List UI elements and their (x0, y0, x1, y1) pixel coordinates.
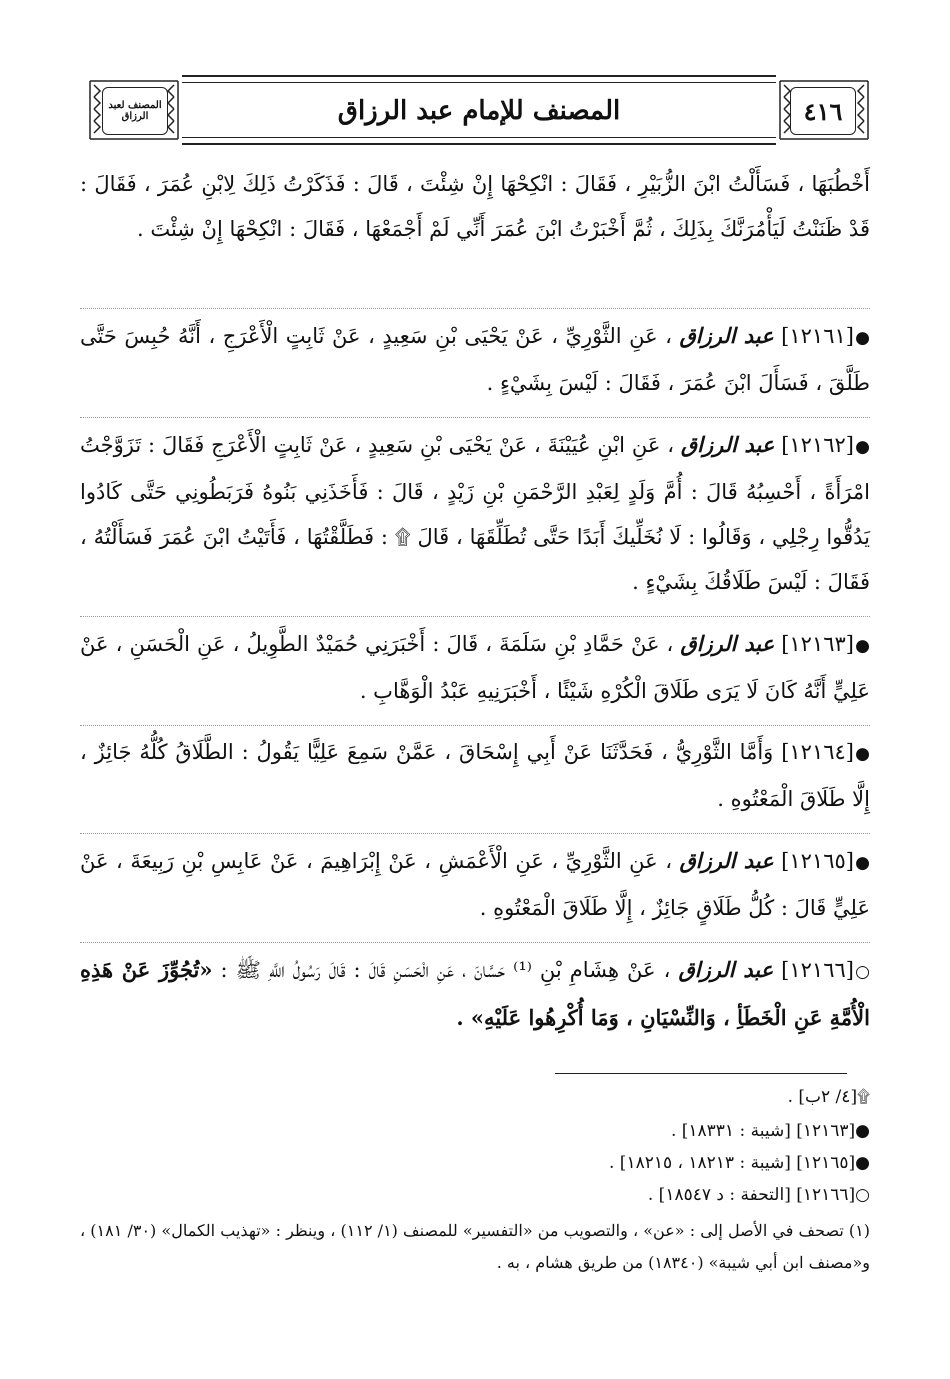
entry-narrator: عبد الرزاق (680, 432, 775, 457)
hadith-entry-12164 (80, 725, 870, 822)
entry-text: ، عَنِ الثَّوْرِيِّ ، عَنْ يَحْيَى بْنِ سَعِيدٍ ، عَنْ ثَابِتٍ الْأَعْرَجِ ، أَنَّهُ حُبِسَ حَتَّى طَلَّقَ ، فَسَأَلَ ابْنَ عُمَرَ ، فَقَالَ : لَيْسَ بِشَيْءٍ . (80, 324, 870, 395)
entry-text: وَأَمَّا الثَّوْرِيُّ ، فَحَدَّثَنَا عَنْ أَبِي إِسْحَاقَ ، عَمَّنْ سَمِعَ عَلِيًّا يَقُولُ : الطَّلَاقُ كُلُّهُ جَائِزٌ ، إِلَّا طَلَاقَ الْمَعْتُوهِ . (80, 740, 870, 811)
hadith-entry-12162 (80, 417, 870, 605)
entry-text: ، عَنِ الثَّوْرِيِّ ، عَنِ الْأَعْمَشِ ، عَنْ إِبْرَاهِيمَ ، عَنْ عَابِسِ بْنِ رَبِيعَةَ ، عَنْ عَلِيٍّ قَالَ : كُلُّ طَلَاقٍ جَائِزٌ ، إِلَّا طَلَاقَ الْمَعْتُوهِ . (80, 849, 870, 920)
entry-paragraph (80, 422, 870, 605)
running-title: المصنف للإمام عبد الرزاق (337, 96, 621, 126)
entry-marker: ● (855, 744, 870, 764)
entry-marker: ● (855, 853, 870, 873)
entry-marker: ● (855, 328, 870, 348)
folio-note: ۩[٤/ ٢ب] . (787, 1087, 870, 1107)
entry-text: ، عَنْ هِشَامِ بْنِ ⁽¹⁾ حَسَّانَ ، عَنِ الْحَسَنِ قَالَ : قَالَ رَسُولُ اللَّهِ ﷺ : (220, 958, 671, 982)
entry-paragraph (80, 621, 870, 714)
continuation-paragraph: أَخْطُبَهَا ، فَسَأَلْتُ ابْنَ الزُّبَيْرِ ، فَقَالَ : انْكِحْهَا إِنْ شِئْتَ ، قَالَ : فَذَكَرْتُ ذَلِكَ لِابْنِ عُمَرَ ، فَقَالَ : قَدْ ظَنَنْتُ لَيَأْمُرَنَّكَ بِذَلِكَ ، ثُمَّ أَخْبَرْتُ ابْنَ عُمَرَ أَنِّي لَمْ أَجْمَعْهَا ، فَقَالَ : انْكِحْهَا إِنْ شِئْتَ . (80, 172, 870, 241)
entry-paragraph (80, 838, 870, 931)
footnote-separator (555, 1073, 847, 1074)
entry-number: [١٢١٦٤] (781, 740, 854, 764)
entry-number: [١٢١٦٥] (781, 849, 854, 873)
entry-paragraph (80, 730, 870, 822)
entry-text: ، عَنِ ابْنِ عُيَيْنَةَ ، عَنْ يَحْيَى بْنِ سَعِيدٍ ، عَنْ ثَابِتٍ الْأَعْرَجِ فَقَالَ : تَزَوَّجْتُ امْرَأَةً ، أَحْسِبُهُ قَالَ : أُمَّ وَلَدٍ لِعَبْدِ الرَّحْمَنِ بْنِ زَيْدٍ ، قَالَ : فَأَخَذَنِي بَنُوهُ فَرَبَطُونِي حَتَّى كَادُوا يَدُقُّوا رِجْلِي ، وَقَالُوا : لَا نُخَلِّيكَ أَبَدًا حَتَّى تُطَلِّقَهَا ، قَالَ ۩ : فَطَلَّقْتُهَا ، فَأَتَيْتُ ابْنَ عُمَرَ فَسَأَلْتُهُ ، فَقَالَ : لَيْسَ طَلَاقُكَ بِشَيْءٍ . (80, 433, 870, 594)
page-number: ٤١٦ (790, 87, 856, 135)
reference-note: ○[١٢١٦٦] [التحفة : د ١٨٥٤٧] . (647, 1185, 870, 1205)
reference-note: ●[١٢١٦٥] [شيبة : ١٨٢١٣ ، ١٨٢١٥] . (608, 1153, 870, 1173)
footnotes (80, 1080, 870, 1279)
entry-number: [١٢١٦٢] (781, 433, 854, 457)
page-body (80, 162, 870, 1041)
entry-marker: ○ (855, 962, 870, 982)
entry-narrator: عبد الرزاق (678, 957, 774, 982)
entry-narrator: عبد الرزاق (679, 848, 774, 873)
entry-narrator: عبد الرزاق (680, 631, 775, 656)
prophetic-quote: «تُجُوِّزَ عَنْ هَذِهِ الْأُمَّةِ عَنِ الْخَطَأِ ، وَالنِّسْيَانِ ، وَمَا أُكْرِهُوا عَلَيْهِ» . (80, 957, 870, 1030)
entry-number: [١٢١٦١] (781, 324, 854, 348)
hadith-entry-12161 (80, 308, 870, 406)
entry-text: ، عَنْ حَمَّادِ بْنِ سَلَمَةَ ، قَالَ : أَخْبَرَنِي حُمَيْدٌ الطَّوِيلُ ، عَنِ الْحَسَنِ ، عَنْ عَلِيٍّ أَنَّهُ كَانَ لَا يَرَى طَلَاقَ الْكُرْهِ شَيْئًا ، أَخْبَرَنِيهِ عَبْدُ الْوَهَّابِ . (80, 632, 870, 703)
hadith-entry-12166 (80, 942, 870, 1041)
entry-paragraph (80, 313, 870, 406)
entry-narrator: عبد الرزاق (679, 323, 774, 348)
textual-footnote: (١) تصحف في الأصل إلى : «عن» ، والتصويب من «التفسير» للمصنف (١/ ١١٢) ، وينظر : «تهذيب الكمال» (٣٠/ ١٨١) ، و«مصنف ابن أبي شيبة» (١٨٣٤٠) من طريق هشام ، به . (80, 1221, 870, 1272)
publisher-logo-text: المصنف لعبد الرزاق (108, 100, 162, 122)
reference-note: ●[١٢١٦٣] [شيبة : ١٨٣٣١] . (670, 1121, 870, 1141)
entry-number: [١٢١٦٣] (781, 632, 854, 656)
hadith-entry-12163 (80, 616, 870, 714)
entry-marker: ● (855, 636, 870, 656)
page-header (86, 75, 872, 145)
entry-marker: ● (855, 437, 870, 457)
hadith-entry-12165 (80, 833, 870, 931)
entry-paragraph (80, 947, 870, 1041)
entry-number: [١٢١٦٦] (781, 958, 854, 982)
publisher-logo (102, 87, 168, 135)
